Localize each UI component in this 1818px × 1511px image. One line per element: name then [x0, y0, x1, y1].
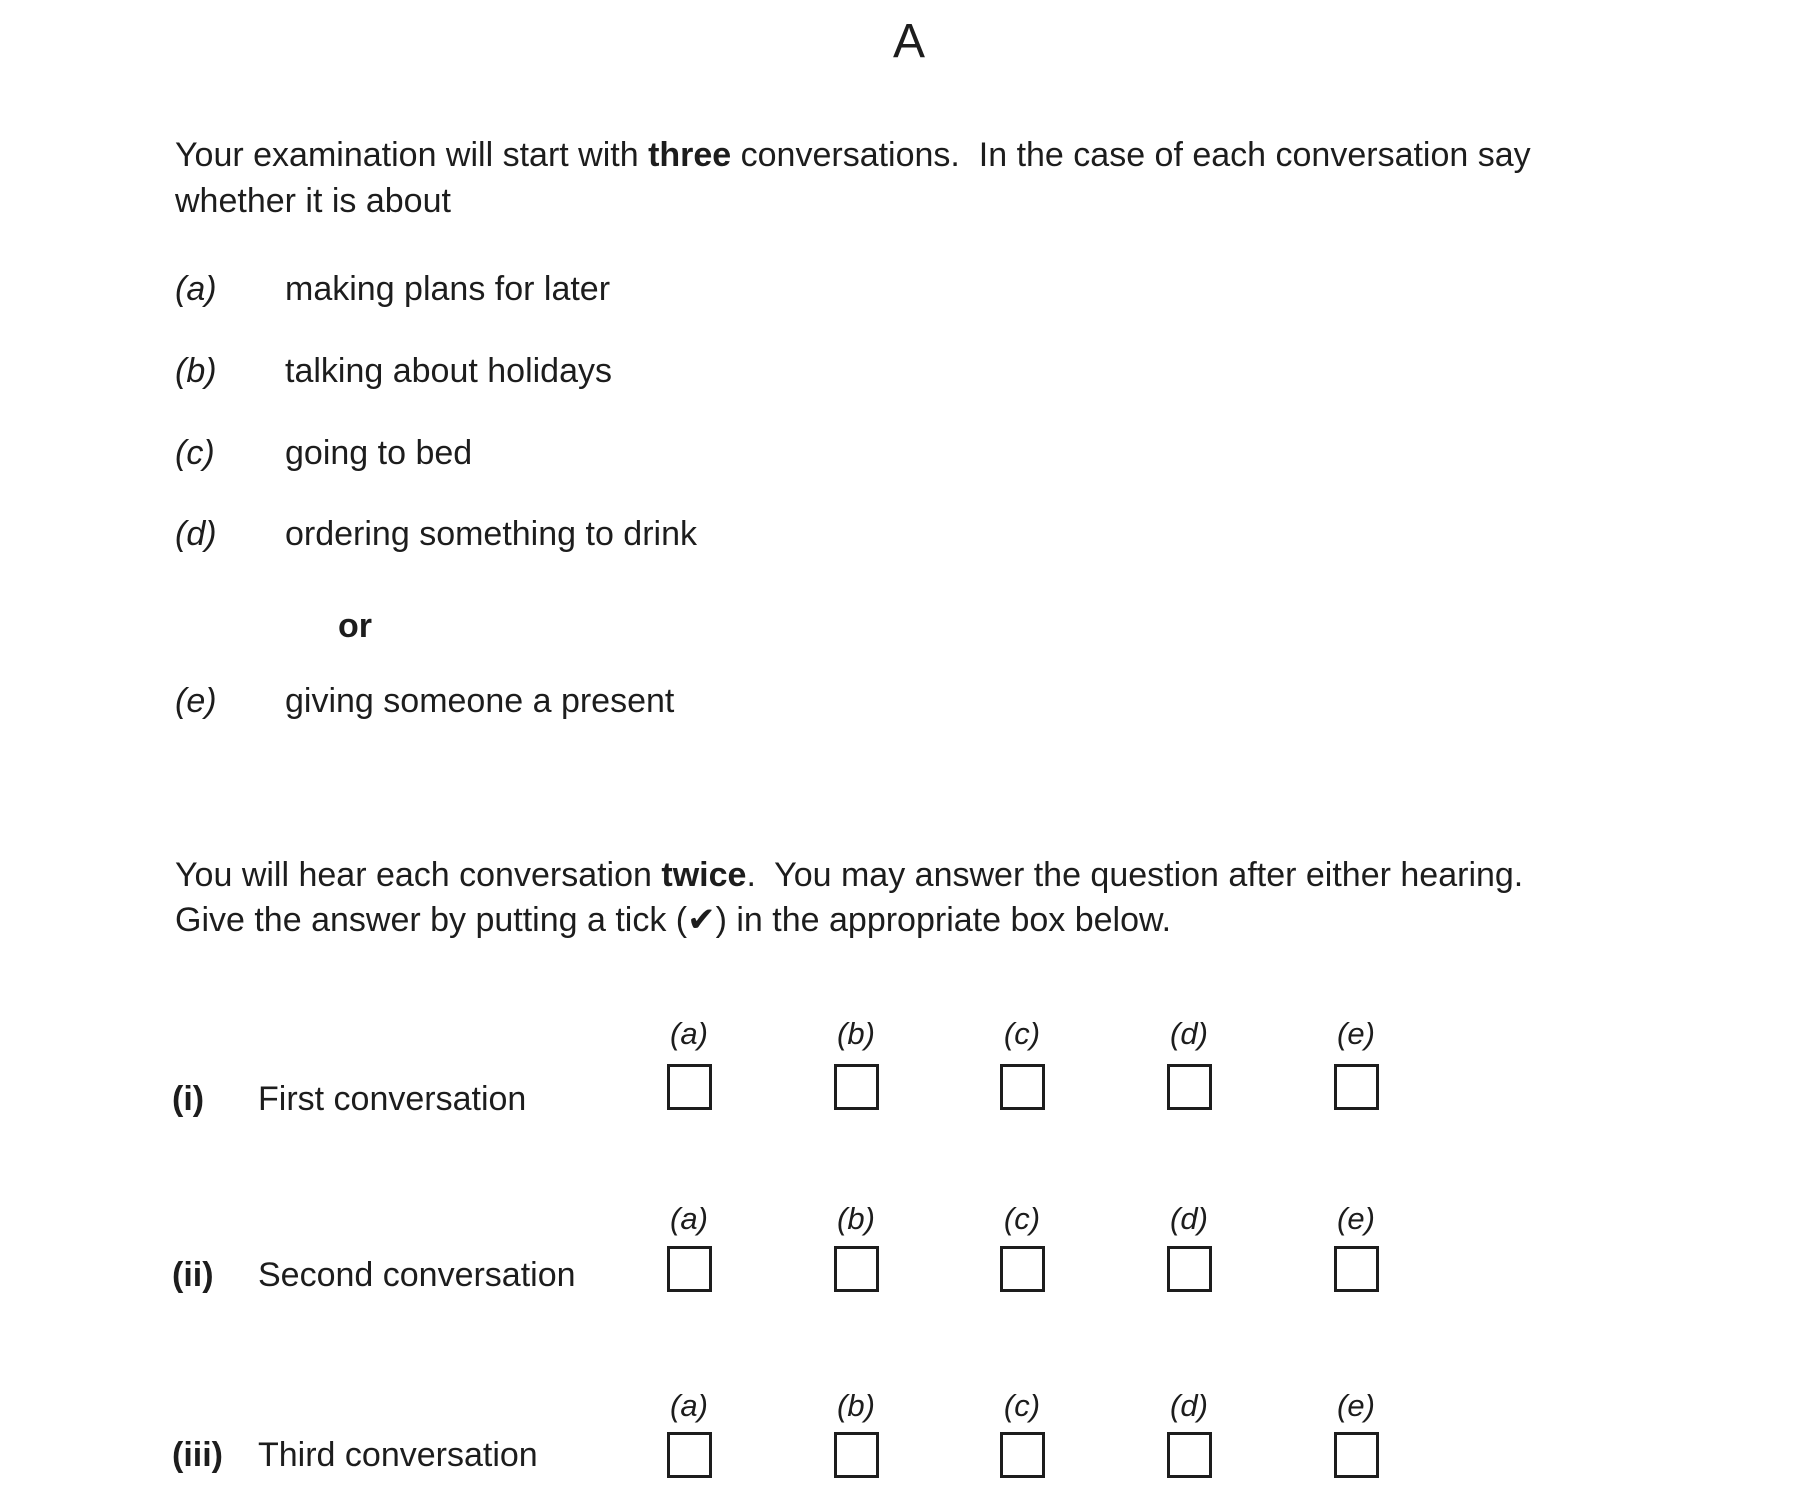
answer-grid-label-row2	[0, 1255, 1818, 1305]
column-letter-c: (c)	[1003, 1201, 1041, 1236]
option-a-label: (a)	[175, 270, 217, 308]
answer-grid-letters-row3	[0, 1388, 1818, 1438]
column-letter-a: (a)	[670, 1388, 708, 1423]
instructions-paragraph	[175, 853, 1523, 943]
column-letter-a: (a)	[670, 1016, 708, 1051]
or-connector: or	[338, 607, 372, 645]
column-letter-d: (d)	[1170, 1016, 1208, 1051]
option-b-label: (b)	[175, 352, 217, 390]
option-e	[175, 681, 674, 721]
answer-grid-letters-row1	[0, 1016, 1818, 1066]
option-e-label: (e)	[175, 682, 217, 720]
row-number-ii: (ii)	[172, 1256, 214, 1294]
bold-word-three: three	[648, 136, 732, 174]
answer-grid-label-row1	[0, 1079, 1818, 1129]
option-c-label: (c)	[175, 434, 215, 472]
option-a-text: making plans for later	[285, 270, 611, 308]
column-letter-c: (c)	[1003, 1388, 1041, 1423]
intro-line-2: whether it is about	[175, 182, 451, 220]
option-d-label: (d)	[175, 515, 217, 553]
option-b	[175, 351, 612, 391]
row-number-i: (i)	[172, 1080, 205, 1118]
answer-grid-label-row3	[0, 1435, 1818, 1485]
instructions-line-1: You will hear each conversation twice. You may answer the question after either hearing.	[175, 856, 1524, 894]
intro-line-1: Your examination will start with three conversations. In the case of each conversation say	[175, 136, 1531, 174]
row-label-third-conversation: Third conversation	[258, 1436, 538, 1474]
column-letter-d: (d)	[1170, 1201, 1208, 1236]
section-heading: A	[892, 15, 925, 68]
row-label-first-conversation: First conversation	[258, 1080, 527, 1118]
bold-word-twice: twice	[661, 856, 747, 894]
option-c-text: going to bed	[285, 434, 473, 472]
option-c	[175, 433, 472, 473]
column-letter-b: (b)	[837, 1201, 875, 1236]
option-a	[175, 269, 610, 309]
column-letter-a: (a)	[670, 1201, 708, 1236]
option-d-text: ordering something to drink	[285, 515, 698, 553]
row-number-iii: (iii)	[172, 1436, 223, 1474]
instructions-line-2: Give the answer by putting a tick (✔) in the appropriate box below.	[175, 901, 1172, 939]
column-letter-b: (b)	[837, 1388, 875, 1423]
column-letter-e: (e)	[1337, 1016, 1375, 1051]
option-e-text: giving someone a present	[285, 682, 675, 720]
option-d	[175, 514, 697, 554]
intro-paragraph	[175, 132, 1531, 224]
column-letter-e: (e)	[1337, 1388, 1375, 1423]
answer-grid-letters-row2	[0, 1201, 1818, 1251]
column-letter-c: (c)	[1003, 1016, 1041, 1051]
column-letter-b: (b)	[837, 1016, 875, 1051]
option-b-text: talking about holidays	[285, 352, 613, 390]
column-letter-e: (e)	[1337, 1201, 1375, 1236]
column-letter-d: (d)	[1170, 1388, 1208, 1423]
row-label-second-conversation: Second conversation	[258, 1256, 576, 1294]
